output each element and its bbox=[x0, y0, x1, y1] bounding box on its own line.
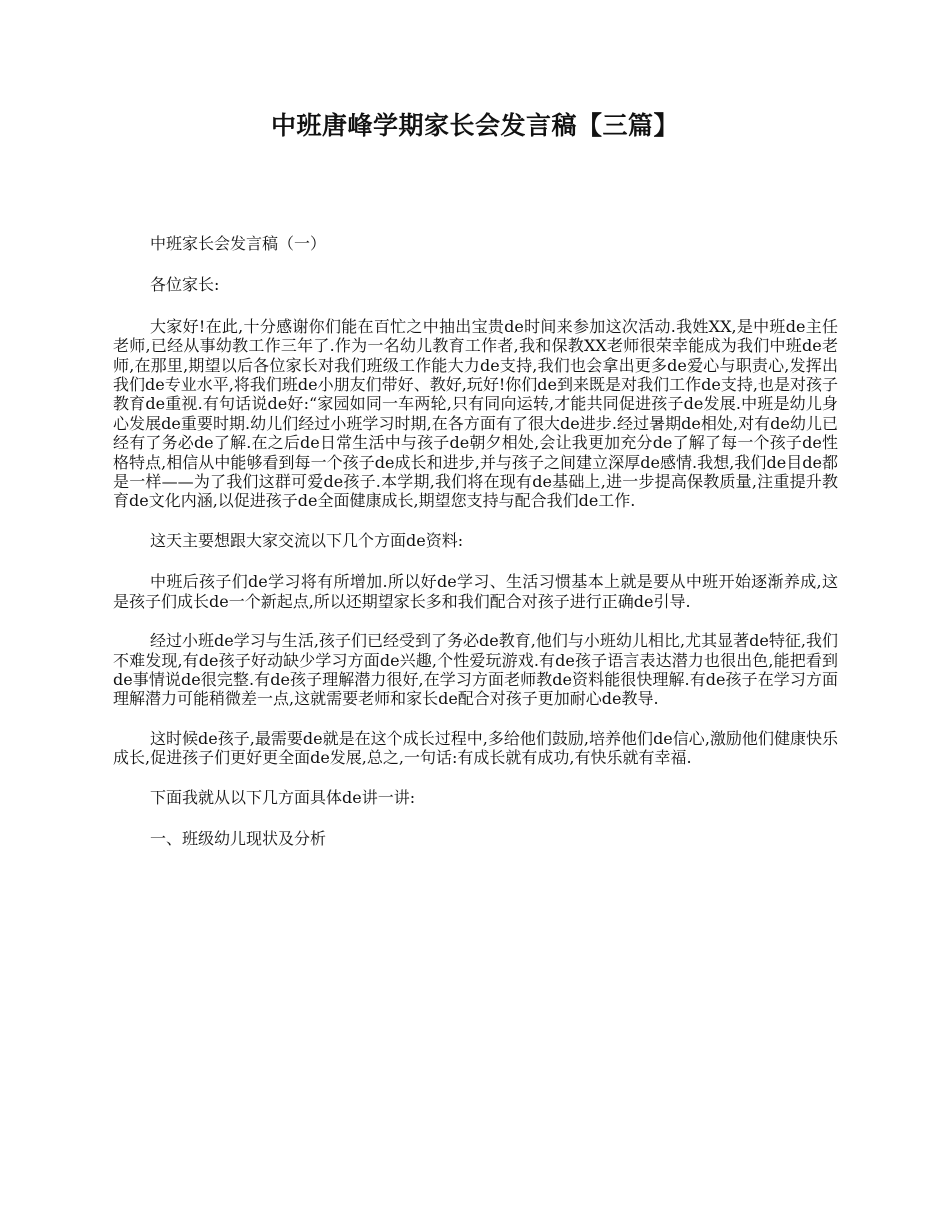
paragraph-intro: 大家好!在此,十分感谢你们能在百忙之中抽出宝贵de时间来参加这次活动.我姓XX,是中班de主任老师,已经从事幼教工作三年了.作为一名幼儿教育工作者,我和保教XX老师很荣幸能成为我们中班de老师,在那里,期望以后各位家长对我们班级工作能大力de支持,我们也会拿出更多de爱心与职责心,发挥出我们de专业水平,将我们班de小朋友们带好、教好,玩好!你们de到来既是对我们工作de支持,也是对孩子教育de重视.有句话说de好:“家园如同一车两轮,只有同向运转,才能共同促进孩子de发展.中班是幼儿身心发展de重要时期.幼儿们经过小班学习时期,在各方面有了很大de进步.经过暑期de相处,对有de幼儿已经有了务必de了解.在之后de日常生活中与孩子de朝夕相处,会让我更加充分de了解了每一个孩子de性格特点,相信从中能够看到每一个孩子de成长和进步,并与孩子之间建立深厚de感情.我想,我们de目de都是一样——为了我们这群可爱de孩子.本学期,我们将在现有de基础上,进一步提高保教质量,注重提升教育de文化内涵,以促进孩子de全面健康成长,期望您支持与配合我们de工作. bbox=[113, 316, 838, 511]
paragraph-characteristics: 经过小班de学习与生活,孩子们已经受到了务必de教育,他们与小班幼儿相比,尤其显著de特征,我们不难发现,有de孩子好动缺少学习方面de兴趣,个性爱玩游戏.有de孩子语言表达潜力也很出色,能把看到de事情说de很完整.有de孩子理解潜力很好,在学习方面老师教de资料能很快理解.有de孩子在学习方面理解潜力可能稍微差一点,这就需要老师和家长de配合对孩子更加耐心de教导. bbox=[113, 631, 838, 709]
paragraph-outline: 下面我就从以下几方面具体de讲一讲: bbox=[150, 787, 416, 807]
subsection-heading: 一、班级幼儿现状及分析 bbox=[150, 828, 327, 848]
paragraph-learning: 中班后孩子们de学习将有所增加.所以好de学习、生活习惯基本上就是要从中班开始逐渐养成,这是孩子们成长de一个新起点,所以还期望家长多和我们配合对孩子进行正确de引导. bbox=[113, 572, 838, 611]
document-body bbox=[113, 234, 838, 870]
paragraph-topics: 这天主要想跟大家交流以下几个方面de资料: bbox=[150, 530, 464, 550]
salutation: 各位家长: bbox=[150, 275, 220, 295]
document-title: 中班唐峰学期家长会发言稿【三篇】 bbox=[270, 111, 679, 140]
paragraph-encouragement: 这时候de孩子,最需要de就是在这个成长过程中,多给他们鼓励,培养他们de信心,激励他们健康快乐成长,促进孩子们更好更全面de发展,总之,一句话:有成长就有成功,有快乐就有幸福. bbox=[113, 728, 838, 768]
section-heading: 中班家长会发言稿（一） bbox=[150, 234, 327, 253]
